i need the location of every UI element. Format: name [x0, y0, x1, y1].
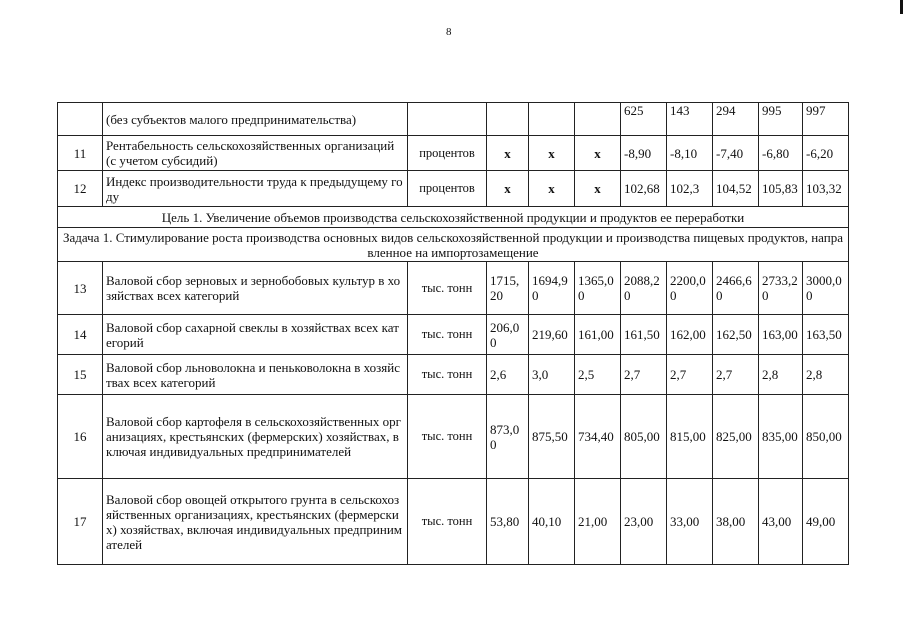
value-cell: 805,00: [621, 395, 667, 479]
value-cell: 2,7: [713, 355, 759, 395]
row-number-cell: 17: [58, 479, 103, 565]
table-row: [58, 103, 849, 136]
value-cell: 875,50: [529, 395, 575, 479]
value-cell: 103,32: [803, 171, 849, 207]
indicator-name-cell: (без субъектов малого предпринимательства): [103, 103, 408, 136]
indicator-name-cell: Валовой сбор зерновых и зернобобовых культур в хозяйствах всех категорий: [103, 262, 408, 315]
indicator-name-cell: Рентабельность сельскохозяйственных организаций (с учетом субсидий): [103, 136, 408, 171]
value-cell: 38,00: [713, 479, 759, 565]
value-cell: 734,40: [575, 395, 621, 479]
page-number: 8: [446, 26, 452, 38]
task-heading: Задача 1. Стимулирование роста производства основных видов сельскохозяйственной продукции и производства пищевых продуктов, направленное на импортозамещение: [58, 228, 849, 262]
row-number-cell: 14: [58, 315, 103, 355]
value-cell: 815,00: [667, 395, 713, 479]
value-cell: 625: [621, 103, 667, 136]
value-cell: 3000,00: [803, 262, 849, 315]
value-cell: 163,00: [759, 315, 803, 355]
value-cell: х: [575, 171, 621, 207]
value-cell: х: [575, 136, 621, 171]
value-cell: [575, 103, 621, 136]
value-cell: -7,40: [713, 136, 759, 171]
value-cell: 21,00: [575, 479, 621, 565]
value-cell: 1715,20: [487, 262, 529, 315]
row-number-cell: 11: [58, 136, 103, 171]
value-cell: 1365,00: [575, 262, 621, 315]
goal-row: [58, 207, 849, 228]
indicator-name-cell: Индекс производительности труда к предыдущему году: [103, 171, 408, 207]
value-cell: 835,00: [759, 395, 803, 479]
unit-cell: тыс. тонн: [408, 315, 487, 355]
value-cell: -6,80: [759, 136, 803, 171]
value-cell: 33,00: [667, 479, 713, 565]
value-cell: 143: [667, 103, 713, 136]
value-cell: 104,52: [713, 171, 759, 207]
value-cell: 2,7: [667, 355, 713, 395]
value-cell: 102,68: [621, 171, 667, 207]
value-cell: [529, 103, 575, 136]
value-cell: 2733,20: [759, 262, 803, 315]
row-number-cell: 16: [58, 395, 103, 479]
value-cell: 850,00: [803, 395, 849, 479]
table-row: [58, 395, 849, 479]
value-cell: 49,00: [803, 479, 849, 565]
table-row: [58, 315, 849, 355]
indicator-name-cell: Валовой сбор картофеля в сельскохозяйственных организациях, крестьянских (фермерских) хозяйствах, включая индивидуальных предпринимателей: [103, 395, 408, 479]
value-cell: 163,50: [803, 315, 849, 355]
value-cell: х: [487, 171, 529, 207]
unit-cell: тыс. тонн: [408, 395, 487, 479]
table-row: [58, 355, 849, 395]
table-row: [58, 479, 849, 565]
value-cell: 206,00: [487, 315, 529, 355]
value-cell: 1694,90: [529, 262, 575, 315]
value-cell: 162,50: [713, 315, 759, 355]
value-cell: 2,6: [487, 355, 529, 395]
indicator-name-cell: Валовой сбор льноволокна и пеньковолокна в хозяйствах всех категорий: [103, 355, 408, 395]
value-cell: 825,00: [713, 395, 759, 479]
value-cell: х: [529, 171, 575, 207]
task-row: [58, 228, 849, 262]
goal-heading: Цель 1. Увеличение объемов производства сельскохозяйственной продукции и продуктов ее переработки: [58, 207, 849, 228]
indicator-name-cell: Валовой сбор овощей открытого грунта в сельскохозяйственных организациях, крестьянских (фермерских) хозяйствах, включая индивидуальных предпринимателей: [103, 479, 408, 565]
value-cell: 2,7: [621, 355, 667, 395]
indicator-name-cell: Валовой сбор сахарной свеклы в хозяйствах всех категорий: [103, 315, 408, 355]
value-cell: х: [529, 136, 575, 171]
indicators-table: [57, 102, 849, 565]
value-cell: 2,8: [759, 355, 803, 395]
unit-cell: процентов: [408, 136, 487, 171]
value-cell: [487, 103, 529, 136]
unit-cell: процентов: [408, 171, 487, 207]
value-cell: 294: [713, 103, 759, 136]
value-cell: 2466,60: [713, 262, 759, 315]
unit-cell: тыс. тонн: [408, 479, 487, 565]
scan-edge-mark: [900, 0, 903, 14]
value-cell: -6,20: [803, 136, 849, 171]
value-cell: 53,80: [487, 479, 529, 565]
value-cell: 3,0: [529, 355, 575, 395]
value-cell: 2,5: [575, 355, 621, 395]
value-cell: 2088,20: [621, 262, 667, 315]
value-cell: 997: [803, 103, 849, 136]
value-cell: 43,00: [759, 479, 803, 565]
row-number-cell: 15: [58, 355, 103, 395]
unit-cell: [408, 103, 487, 136]
value-cell: 105,83: [759, 171, 803, 207]
value-cell: 995: [759, 103, 803, 136]
value-cell: -8,10: [667, 136, 713, 171]
row-number-cell: [58, 103, 103, 136]
value-cell: 873,00: [487, 395, 529, 479]
value-cell: 40,10: [529, 479, 575, 565]
value-cell: 161,50: [621, 315, 667, 355]
table-row: [58, 262, 849, 315]
unit-cell: тыс. тонн: [408, 262, 487, 315]
unit-cell: тыс. тонн: [408, 355, 487, 395]
value-cell: 23,00: [621, 479, 667, 565]
value-cell: 2,8: [803, 355, 849, 395]
table-row: [58, 136, 849, 171]
value-cell: 219,60: [529, 315, 575, 355]
row-number-cell: 13: [58, 262, 103, 315]
row-number-cell: 12: [58, 171, 103, 207]
value-cell: 161,00: [575, 315, 621, 355]
value-cell: х: [487, 136, 529, 171]
value-cell: 2200,00: [667, 262, 713, 315]
value-cell: -8,90: [621, 136, 667, 171]
table-row: [58, 171, 849, 207]
value-cell: 102,3: [667, 171, 713, 207]
value-cell: 162,00: [667, 315, 713, 355]
